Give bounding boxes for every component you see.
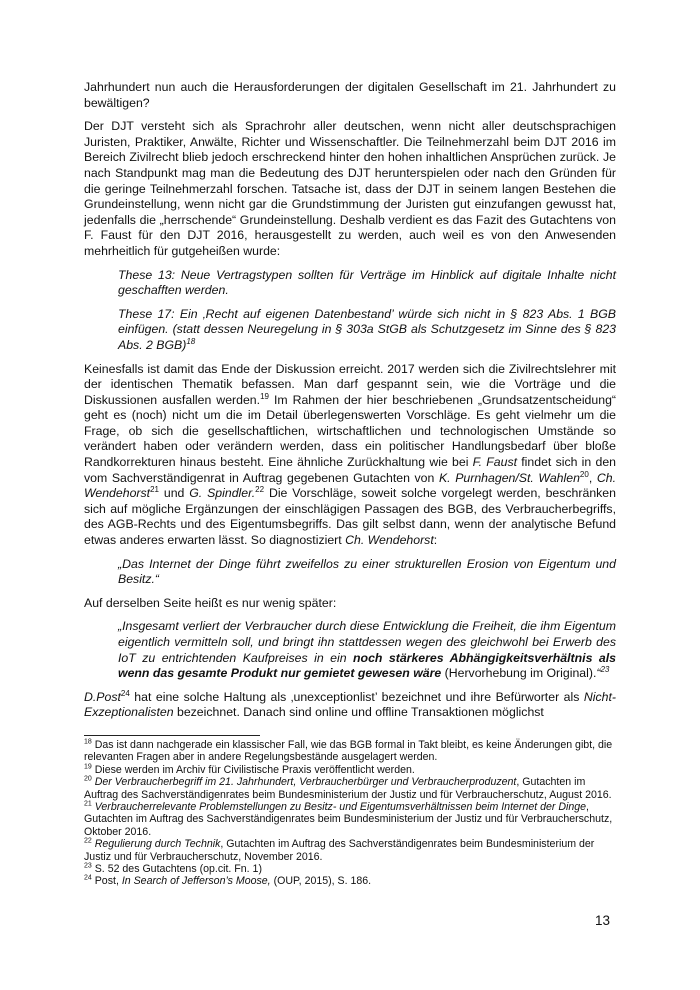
footnote-ref-21[interactable]: 21: [150, 485, 159, 495]
footnote-22: [84, 838, 616, 863]
blockquote-these-13: These 13: Neue Vertragstypen sollten für Verträge im Hinblick auf digitale Inhalte nicht geschafften werden.: [118, 267, 616, 298]
footnote-18: [84, 739, 616, 764]
author-wendehorst: Ch. Wendehorst: [84, 470, 616, 501]
text: und: [158, 486, 190, 501]
quote-text: These 17: Ein ‚Recht auf eigenen Datenbestand’ würde sich nicht in § 823 Abs. 1 BGB einfügen. (statt dessen Neuregelung in § 303a StGB als Schutzgesetz im Sinne des § 823 Abs. 2 BGB): [118, 306, 616, 352]
text: hat eine solche Haltung als ‚unexceptionlist’ bezeichnet und ihre Befürworter als: [129, 689, 584, 704]
footnote-ref-23[interactable]: 23: [600, 665, 610, 675]
text: , Gutachten im Auftrag des Sachverständigenrates beim Bundesministerium der Justiz und für Verbraucherschutz, November 2016.: [84, 838, 595, 863]
blockquote-internet-der-dinge: „Das Internet der Dinge führt zweifellos zu einer strukturellen Erosion von Eigentum und Besitz.“: [118, 556, 616, 587]
footnote-23: [84, 863, 616, 875]
author-faust: F. Faust: [472, 455, 518, 470]
footnotes-section: [84, 735, 616, 888]
footnote-ref-24[interactable]: 24: [120, 688, 130, 698]
footnote-divider: [84, 735, 260, 736]
footnote-20: [84, 776, 616, 801]
footnote-title: Regulierung durch Technik: [91, 838, 221, 851]
author-post: D.Post: [84, 689, 121, 704]
footnote-number: 23: [84, 862, 92, 870]
footnote-title: Verbraucherrelevante Problemstellungen zu Besitz- und Eigentumsverhältnissen beim Internet der Dinge: [91, 801, 587, 814]
text: (OUP, 2015), S. 186.: [270, 875, 372, 888]
text: Das ist dann nachgerade ein klassischer Fall, wie das BGB formal in Takt bleibt, es keine Änderungen gibt, die relevanten Fragen aber in andere Regelungsbestände ausgelagert werden.: [84, 739, 613, 764]
footnote-19: [84, 764, 616, 776]
footnote-ref-20[interactable]: 20: [579, 469, 589, 479]
footnote-number: 21: [84, 800, 92, 808]
footnote-number: 24: [84, 874, 92, 882]
text: , Gutachten im Auftrag des Sachverständigenrates beim Bundesministerium der Justiz und für Verbraucherschutz, August 2016.: [84, 776, 612, 801]
text: Im Rahmen der hier beschriebenen „Grundsatzentscheidung“ geht es (noch) nicht um die im Detail überlegenswerten Vorschläge. Es geht vielmehr um die Frage, ob sich die gesellschaftlichen, wirtschaftlichen und technologischen Umstände so verändert haben oder verändern werden, dass ein politischer Handlungsbedarf über bloße Randkorrekturen hinaus besteht. Eine ähnliche Zurückhaltung wie bei: [84, 392, 616, 470]
paragraph-post: [84, 690, 616, 721]
text: findet sich in den vom Sachverständigenrat in Auftrag gegebenen Gutachten von: [84, 455, 616, 485]
page-number: 13: [595, 913, 611, 928]
paragraph-intro: Jahrhundert nun auch die Herausforderungen der digitalen Gesellschaft im 21. Jahrhundert zu bewältigen?: [84, 80, 616, 110]
footnote-title: Der Verbraucherbegriff im 21. Jahrhundert, Verbraucherbürger und Verbraucherproduzent: [91, 776, 517, 789]
document-body: [84, 80, 616, 729]
blockquote-these-17: [118, 307, 616, 354]
footnote-number: 20: [84, 775, 92, 783]
text: „Insgesamt verliert der Verbraucher durch diese Entwicklung die Freiheit, die ihm Eigentum eigentlich vermitteln soll, und bringt ihn stattdessen wegen des gleichwohl bei Erwerb des IoT zu entrichtenden Kaufpreises in ein: [118, 619, 616, 665]
text: , Gutachten im Auftrag des Sachverständigenrates beim Bundesministerium der Justiz und für Verbraucherschutz, Oktober 2016.: [84, 801, 613, 838]
text: S. 52 des Gutachtens (op.cit. Fn. 1): [91, 863, 262, 876]
author-spindler: G. Spindler.: [189, 486, 256, 501]
paragraph-discussion: Keinesfalls ist damit das Ende der Diskussion erreicht. 2017 werden sich die Zivilrechtslehrer mit der identischen Thematik befassen. Man darf gespannt sein, wie die Vorträge und die Diskussionen ausfallen werden.$^{19}$ Im Rahmen der hier beschriebenen „Grundsatzentscheidung“ geht es (noch) nicht um die im Detail überlegenswerten Vorschläge. Es geht vielmehr um die Frage, ob sich die gesellschaftlichen, wirtschaftlichen und technologischen Umstände so verändert haben oder verändern werden, dass ein politischer Handlungsbedarf über bloße Randkorrekturen hinaus besteht. Eine ähnliche Zurückhaltung wie bei F. Faust findet sich in den vom Sachverständigenrat in Auftrag gegebenen Gutachten von K. Purnhagen/St. Wahlen$^{20}$, Ch. Wendehorst$^{21}$ und G. Spindler.$^{22}$ Die Vorschläge, soweit solche vorgelegt werden, beschränken sich auf mögliche Ergänzungen der einschlägigen Passagen des BGB, des Verbraucherbegriffs, des AGB-Rechts und des Eigentumsbegriffs. Das gilt selbst dann, wenn der analytische Befund etwas anderes erwarten lässt. So diagnostiziert Ch. Wendehorst:: [84, 361, 616, 548]
footnote-number: 18: [84, 738, 92, 746]
footnote-ref-22[interactable]: 22: [255, 485, 265, 495]
text: bezeichnet. Danach sind online und offline Transaktionen möglichst: [173, 705, 544, 720]
text: “: [596, 666, 601, 681]
footnote-24: [84, 875, 616, 887]
author-purnhagen-wahlen: K. Purnhagen/St. Wahlen: [438, 470, 580, 485]
footnote-ref-19[interactable]: 19: [260, 391, 269, 401]
text: Post,: [91, 875, 122, 888]
footnote-title: In Search of Jefferson’s Moose,: [121, 875, 271, 888]
footnote-21: [84, 801, 616, 838]
text: Die Vorschläge, soweit solche vorgelegt werden, beschränken sich auf mögliche Ergänzungen der einschlägigen Passagen des BGB, des Verbraucherbegriffs, des AGB-Rechts und des Eigentumsbegriffs. Das gilt selbst dann, wenn der analytische Befund etwas anderes erwarten lässt. So diagnostiziert: [84, 486, 616, 548]
paragraph-same-page: Auf derselben Seite heißt es nur wenig später:: [84, 595, 337, 610]
blockquote-verbraucher: [118, 619, 616, 681]
footnote-number: 19: [84, 763, 92, 771]
author-wendehorst-2: Ch. Wendehorst: [345, 533, 434, 548]
text: Diese werden im Archiv für Civilistische Praxis veröffentlicht werden.: [91, 763, 415, 776]
paragraph-djt: Der DJT versteht sich als Sprachrohr aller deutschen, wenn nicht aller deutschsprachigen Juristen, Praktiker, Anwälte, Richter und Wissenschaftler. Die Teilnehmerzahl beim DJT 2016 im Bereich Zivilrecht blieb jedoch erschreckend hinter den hohen inhaltlichen Ansprüchen zurück. Je nach Standpunkt mag man die Bedeutung des DJT herunterspielen oder nach den Gründen für die geringe Teilnehmerzahl forschen. Tatsache ist, dass der DJT in seinem langen Bestehen die Grundeinstellung, wenn nicht gar die Grundstimmung der Juristen gut einzufangen gewusst hat, jedenfalls die „herrschende“ Grundeinstellung. Deshalb verdient es das Fazit des Gutachtens von F. Faust für den DJT 2016, herausgestellt zu werden, auch weil es von den Anwesenden mehrheitlich für gutgeheißen wurde:: [84, 119, 616, 258]
footnote-ref-18[interactable]: 18: [186, 336, 196, 346]
emphasis-bold: noch stärkeres Abhängigkeitsverhältnis als wenn das gesamte Produkt nur gemietet gewesen wäre: [118, 650, 616, 681]
term-nicht-exzeptionalisten: Nicht-Exzeptionalisten: [84, 689, 616, 720]
text: (Hervorhebung im Original).: [441, 666, 597, 681]
footnote-number: 22: [84, 837, 92, 845]
text: Keinesfalls ist damit das Ende der Diskussion erreicht. 2017 werden sich die Zivilrechtslehrer mit der identischen Thematik befassen. Man darf gespannt sein, wie die Vorträge und die Diskussionen ausfallen werden.: [84, 361, 616, 407]
